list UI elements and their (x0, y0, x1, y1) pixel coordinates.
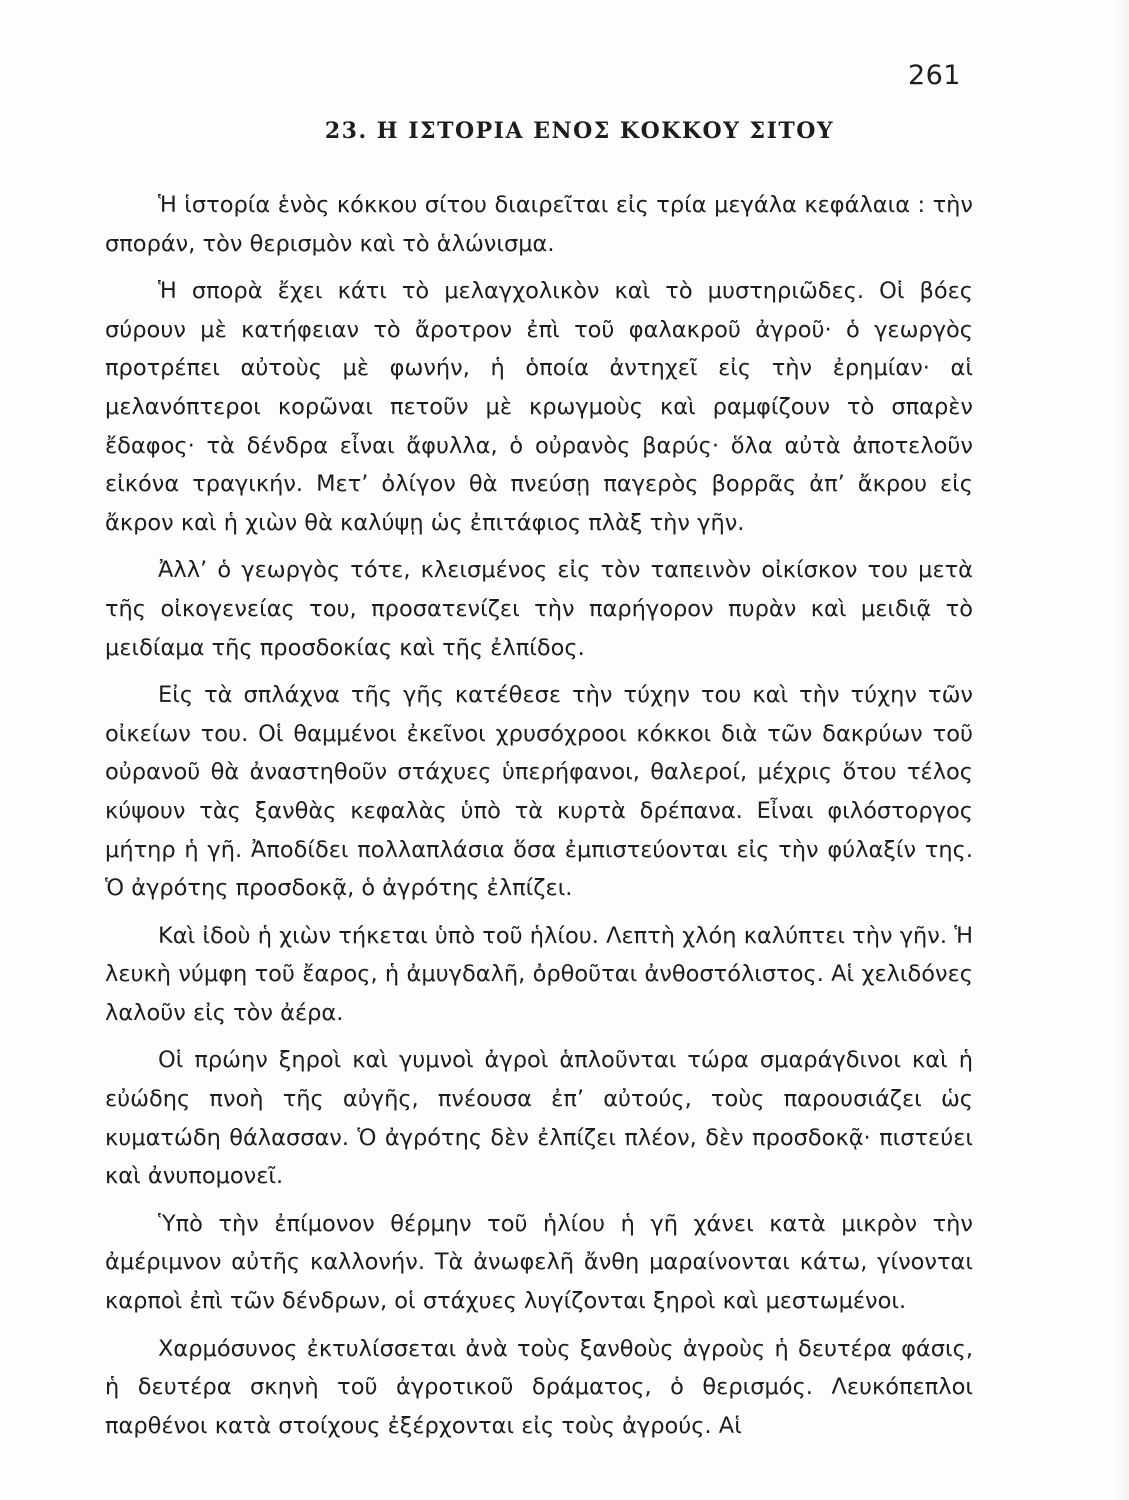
paragraph: Χαρμόσυνος ἐκτυλίσσεται ἀνὰ τοὺς ξανθοὺς ἀγροὺς ἡ δευτέρα φάσις, ἡ δευτέρα σκηνὴ τοῦ ἀγροτικοῦ δράματος, ὁ θερισμός. Λευκόπεπλοι παρθένοι κατὰ στοίχους ἐξέρχονται εἰς τοὺς ἀγρούς. Αἱ (105, 1335, 973, 1439)
page-number: 261 (907, 60, 961, 91)
paragraph: Ἡ σπορὰ ἔχει κάτι τὸ μελαγχολικὸν καὶ τὸ μυστηριῶδες. Οἱ βόες σύρουν μὲ κατήφειαν τὸ ἄροτρον ἐπὶ τοῦ φαλακροῦ ἀγροῦ· ὁ γεωργὸς προτρέπει αὐτοὺς μὲ φωνήν, ἡ ὁποία ἀντηχεῖ εἰς τὴν ἐρημίαν· αἱ μελανόπτεροι κορῶναι πετοῦν μὲ κρωγμοὺς καὶ ραμφίζουν τὸ σπαρὲν ἔδαφος· τὰ δένδρα εἶναι ἄφυλλα, ὁ οὐρανὸς βαρύς· ὅλα αὐτὰ ἀποτελοῦν εἰκόνα τραγικήν. Μετ’ ὀλίγον θὰ πνεύσῃ παγερὸς βορρᾶς ἀπ’ ἄκρου εἰς ἄκρον καὶ ἡ χιὼν θὰ καλύψῃ ὡς ἐπιτάφιος πλὰξ τὴν γῆν. (105, 278, 973, 536)
paragraph: Ὑπὸ τὴν ἐπίμονον θέρμην τοῦ ἡλίου ἡ γῆ χάνει κατὰ μικρὸν τὴν ἀμέριμνον αὐτῆς καλλονήν. Τὰ ἀνωφελῆ ἄνθη μαραίνονται κάτω, γίνονται καρποὶ ἐπὶ τῶν δένδρων, οἱ στάχυες λυγίζονται ξηροὶ καὶ μεστωμένοι. (105, 1210, 973, 1315)
chapter-title: 23. Η ΙΣΤΟΡΙΑ ΕΝΟΣ ΚΟΚΚΟΥ ΣΙΤΟΥ (324, 118, 835, 144)
paragraph: Ἡ ἱστορία ἑνὸς κόκκου σίτου διαιρεῖται εἰς τρία μεγάλα κεφάλαια : τὴν σποράν, τὸν θερισμὸν καὶ τὸ ἁλώνισμα. (105, 192, 973, 257)
paragraph: Καὶ ἰδοὺ ἡ χιὼν τήκεται ὑπὸ τοῦ ἡλίου. Λεπτὴ χλόη καλύπτει τὴν γῆν. Ἡ λευκὴ νύμφη τοῦ ἔαρος, ἡ ἀμυγδαλῆ, ὀρθοῦται ἀνθοστόλιστος. Αἱ χελιδόνες λαλοῦν εἰς τὸν ἀέρα. (105, 922, 973, 1026)
paragraph: Ἀλλ’ ὁ γεωργὸς τότε, κλεισμένος εἰς τὸν ταπεινὸν οἰκίσκον του μετὰ τῆς οἰκογενείας του, προσατενίζει τὴν παρήγορον πυρὰν καὶ μειδιᾷ τὸ μειδίαμα τῆς προσδοκίας καὶ τῆς ἐλπίδος. (105, 557, 973, 661)
paragraph: Εἰς τὰ σπλάχνα τῆς γῆς κατέθεσε τὴν τύχην του καὶ τὴν τύχην τῶν οἰκείων του. Οἱ θαμμένοι ἐκεῖνοι χρυσόχροοι κόκκοι διὰ τῶν δακρύων τοῦ οὐρανοῦ θὰ ἀναστηθοῦν στάχυες ὑπερήφανοι, θαλεροί, μέχρις ὅτου τέλος κύψουν τὰς ξανθὰς κεφαλὰς ὑπὸ τὰ κυρτὰ δρέπανα. Εἶναι φιλόστοργος μήτηρ ἡ γῆ. Ἀποδίδει πολλαπλάσια ὅσα ἐμπιστεύονται εἰς τὴν φύλαξίν της. Ὁ ἀγρότης προσδοκᾷ, ὁ ἀγρότης ἐλπίζει. (105, 682, 973, 902)
chapter-body (105, 186, 973, 1454)
paragraph: Οἱ πρώην ξηροὶ καὶ γυμνοὶ ἀγροὶ ἁπλοῦνται τώρα σμαράγδινοι καὶ ἡ εὐώδης πνοὴ τῆς αὐγῆς, πνέουσα ἐπ’ αὐτούς, τοὺς παρουσιάζει ὡς κυματώδη θάλασσαν. Ὁ ἀγρότης δὲν ἐλπίζει πλέον, δὲν προσδοκᾷ· πιστεύει καὶ ἀνυπομονεῖ. (105, 1047, 973, 1190)
page-edge-shadow (1111, 0, 1129, 1500)
